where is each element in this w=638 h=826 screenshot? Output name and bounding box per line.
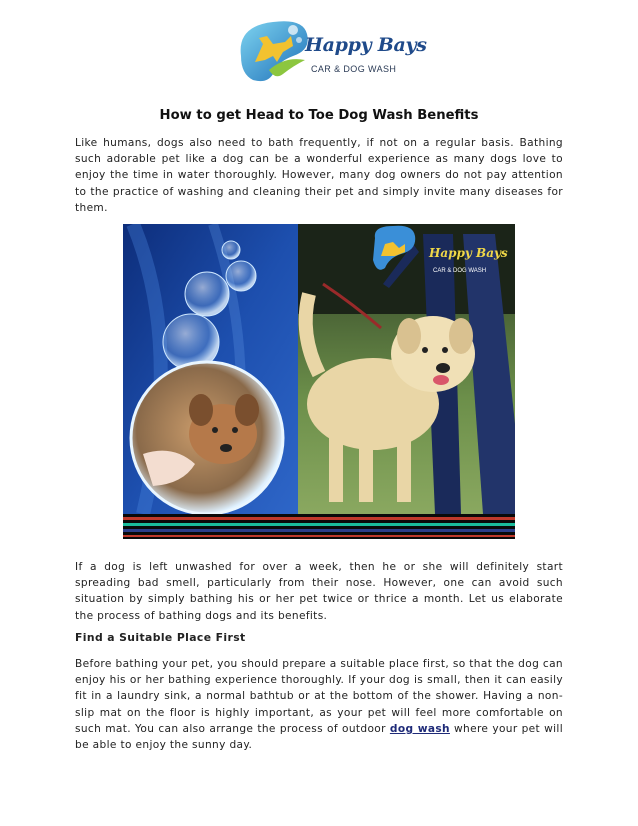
site-logo[interactable] [233, 16, 427, 86]
photo-logo-brand: Happy Bays [429, 246, 508, 260]
dog-wash-photo [123, 224, 515, 539]
body-paragraph: If a dog is left unwashed for over a week, then he or she will definitely start spreading bad smell, particularly from their nose. However, one can avoid such situation by simply bathing his or her pet twice or thrice a month. Let us elaborate the process of bathing dogs and its benefits. [75, 561, 563, 622]
dog-wash-link[interactable]: dog wash [389, 722, 450, 735]
photo-logo-tagline: CAR & DOG WASH [433, 268, 487, 274]
logo-brand-text: Happy Bays [305, 34, 427, 56]
article-title: How to get Head to Toe Dog Wash Benefits [159, 108, 479, 123]
logo-tagline: CAR & DOG WASH [311, 64, 397, 74]
paragraph-text-end: where your pet will be able to enjoy the sunny day. [75, 722, 563, 752]
section-heading: Find a Suitable Place First [75, 631, 246, 644]
dog-logo-icon [233, 16, 313, 86]
intro-paragraph: Like humans, dogs also need to bath frequently, if not on a regular basis. Bathing such adorable pet like a dog can be a wonderful experience as many dogs love to enjoy the time in water thoroughly. However, many dog owners do not pay attention to the practice of washing and cleaning their pet and simply invite many diseases for them. [75, 137, 563, 214]
body-paragraph-with-link [75, 656, 563, 753]
paragraph-text: Before bathing your pet, you should prepare a suitable place first, so that the dog can enjoy his or her bathing experience thoroughly. If your dog is small, then it can easily fit in a laundry sink, a normal bathtub or at the bottom of the shower. Having a non-slip mat on the floor is highly important, as your pet will feel more comfortable on such mat. You can also arrange the process of outdoor [75, 658, 563, 735]
